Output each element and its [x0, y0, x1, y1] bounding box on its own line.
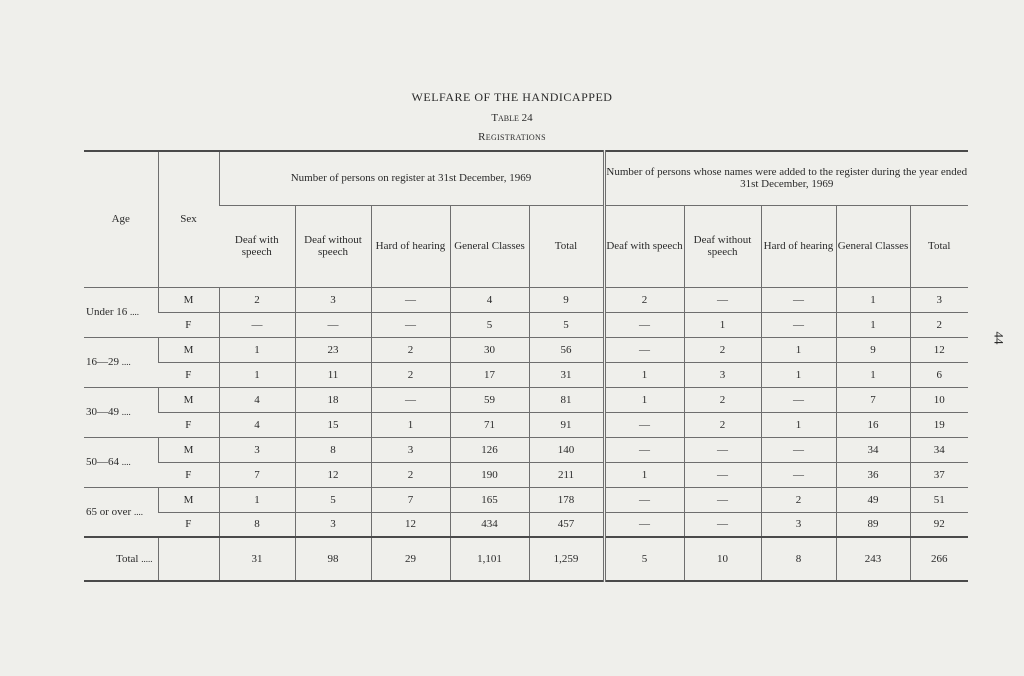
value-cell: 81 — [529, 387, 604, 412]
value-cell: 17 — [450, 362, 529, 387]
value-cell: 91 — [529, 412, 604, 437]
table-row — [84, 487, 968, 512]
subcol-header: Deaf with speech — [219, 205, 295, 287]
value-cell: — — [604, 312, 684, 337]
value-cell: 3 — [371, 437, 450, 462]
value-cell: 92 — [910, 512, 968, 537]
total-value-cell: 98 — [295, 537, 371, 581]
table-row — [84, 412, 968, 437]
age-group-cell — [84, 287, 158, 337]
value-cell: — — [684, 512, 761, 537]
value-cell: 1 — [604, 387, 684, 412]
table-body — [84, 287, 968, 581]
value-cell: 3 — [761, 512, 836, 537]
value-cell: 34 — [910, 437, 968, 462]
value-cell: 457 — [529, 512, 604, 537]
value-cell: — — [371, 287, 450, 312]
value-cell: 2 — [684, 337, 761, 362]
sex-cell: F — [158, 512, 219, 537]
subcol-header: Total — [910, 205, 968, 287]
value-cell: — — [604, 412, 684, 437]
value-cell: 2 — [371, 337, 450, 362]
sex-cell: M — [158, 287, 219, 312]
value-cell: 1 — [836, 287, 910, 312]
value-cell: 7 — [219, 462, 295, 487]
table-row — [84, 312, 968, 337]
age-group-cell — [84, 387, 158, 437]
sex-cell: M — [158, 337, 219, 362]
total-value-cell: 1,101 — [450, 537, 529, 581]
value-cell: 36 — [836, 462, 910, 487]
table-row — [84, 387, 968, 412]
value-cell: 434 — [450, 512, 529, 537]
value-cell: — — [684, 487, 761, 512]
value-cell: 9 — [529, 287, 604, 312]
sex-cell — [158, 537, 219, 581]
value-cell: 89 — [836, 512, 910, 537]
value-cell: 59 — [450, 387, 529, 412]
value-cell: 6 — [910, 362, 968, 387]
value-cell: — — [761, 312, 836, 337]
total-label: Total — [116, 553, 139, 565]
age-group-label: 65 or over — [86, 505, 132, 518]
table-row — [84, 287, 968, 312]
value-cell: — — [219, 312, 295, 337]
value-cell: 1 — [219, 487, 295, 512]
value-cell: 12 — [295, 462, 371, 487]
value-cell: — — [761, 437, 836, 462]
value-cell: 4 — [450, 287, 529, 312]
subcol-header: Deaf without speech — [684, 205, 761, 287]
value-cell: 71 — [450, 412, 529, 437]
sex-cell: F — [158, 312, 219, 337]
value-cell: 1 — [219, 362, 295, 387]
value-cell: — — [371, 312, 450, 337]
value-cell: 30 — [450, 337, 529, 362]
page-title: WELFARE OF THE HANDICAPPED — [411, 90, 613, 104]
total-value-cell: 5 — [604, 537, 684, 581]
value-cell: 3 — [684, 362, 761, 387]
value-cell: 15 — [295, 412, 371, 437]
total-value-cell: 8 — [761, 537, 836, 581]
value-cell: — — [295, 312, 371, 337]
age-group-label: 50—64 — [86, 456, 119, 468]
value-cell: 211 — [529, 462, 604, 487]
value-cell: 140 — [529, 437, 604, 462]
total-value-cell: 1,259 — [529, 537, 604, 581]
value-cell: 51 — [910, 487, 968, 512]
age-group-cell — [84, 337, 158, 387]
leader-dots: .... — [121, 357, 131, 367]
value-cell: 23 — [295, 337, 371, 362]
value-cell: — — [604, 337, 684, 362]
table-row — [84, 512, 968, 537]
value-cell: 2 — [371, 462, 450, 487]
sex-header: Sex — [158, 151, 219, 287]
value-cell: 1 — [761, 412, 836, 437]
value-cell: 31 — [529, 362, 604, 387]
value-cell: 2 — [604, 287, 684, 312]
value-cell: 11 — [295, 362, 371, 387]
value-cell: 7 — [836, 387, 910, 412]
table-row — [84, 462, 968, 487]
age-group-cell — [84, 437, 158, 487]
value-cell: 5 — [295, 487, 371, 512]
table-row — [84, 337, 968, 362]
age-group-label: 16—29 — [86, 356, 119, 368]
value-cell: 3 — [219, 437, 295, 462]
registrations-table — [84, 150, 968, 582]
page-number: 44 — [991, 331, 1007, 345]
value-cell: 1 — [219, 337, 295, 362]
subcol-header: General Classes — [836, 205, 910, 287]
table-label: Table 24 — [491, 112, 533, 124]
value-cell: 5 — [529, 312, 604, 337]
age-group-label: 30—49 — [86, 406, 119, 418]
value-cell: 1 — [761, 337, 836, 362]
value-cell: 4 — [219, 412, 295, 437]
value-cell: — — [604, 512, 684, 537]
value-cell: 49 — [836, 487, 910, 512]
value-cell: 12 — [371, 512, 450, 537]
sex-cell: F — [158, 412, 219, 437]
value-cell: 2 — [684, 412, 761, 437]
leader-dots: ..... — [141, 554, 153, 564]
value-cell: 8 — [295, 437, 371, 462]
value-cell: 2 — [761, 487, 836, 512]
age-header: Age — [84, 151, 158, 287]
value-cell: 10 — [910, 387, 968, 412]
value-cell: — — [761, 462, 836, 487]
value-cell: 34 — [836, 437, 910, 462]
leader-dots: .... — [133, 506, 143, 517]
subcol-header: Hard of hearing — [761, 205, 836, 287]
value-cell: 1 — [684, 312, 761, 337]
total-value-cell: 29 — [371, 537, 450, 581]
age-group-cell — [84, 487, 158, 537]
value-cell: 9 — [836, 337, 910, 362]
value-cell: 3 — [910, 287, 968, 312]
total-value-cell: 10 — [684, 537, 761, 581]
value-cell: 2 — [910, 312, 968, 337]
subcol-header: Total — [529, 205, 604, 287]
value-cell: 16 — [836, 412, 910, 437]
table-row — [84, 437, 968, 462]
value-cell: 1 — [371, 412, 450, 437]
value-cell: 12 — [910, 337, 968, 362]
subcol-header: General Classes — [450, 205, 529, 287]
value-cell: — — [684, 462, 761, 487]
total-value-cell: 243 — [836, 537, 910, 581]
value-cell: 1 — [836, 312, 910, 337]
value-cell: 1 — [604, 362, 684, 387]
value-cell: 8 — [219, 512, 295, 537]
value-cell: 3 — [295, 287, 371, 312]
table-row — [84, 362, 968, 387]
leader-dots: .... — [130, 307, 139, 317]
sex-cell: F — [158, 462, 219, 487]
value-cell: 2 — [371, 362, 450, 387]
subcol-header: Hard of hearing — [371, 205, 450, 287]
value-cell: 1 — [836, 362, 910, 387]
leader-dots: .... — [121, 457, 131, 467]
value-cell: — — [684, 437, 761, 462]
value-cell: 37 — [910, 462, 968, 487]
sex-cell: M — [158, 387, 219, 412]
value-cell: 2 — [684, 387, 761, 412]
sex-cell: F — [158, 362, 219, 387]
value-cell: 126 — [450, 437, 529, 462]
added-during-year-group-header: Number of persons whose names were added to the register during the year ended 31st December, 1969 — [604, 151, 968, 205]
value-cell: 178 — [529, 487, 604, 512]
value-cell: 4 — [219, 387, 295, 412]
value-cell: 56 — [529, 337, 604, 362]
total-row — [84, 537, 968, 581]
sex-cell: M — [158, 437, 219, 462]
value-cell: — — [604, 437, 684, 462]
total-label-cell — [84, 537, 158, 581]
on-register-group-header: Number of persons on register at 31st December, 1969 — [219, 151, 604, 205]
value-cell: 18 — [295, 387, 371, 412]
value-cell: 165 — [450, 487, 529, 512]
subcol-header: Deaf with speech — [604, 205, 684, 287]
value-cell: 2 — [219, 287, 295, 312]
value-cell: 7 — [371, 487, 450, 512]
value-cell: 190 — [450, 462, 529, 487]
value-cell: 1 — [761, 362, 836, 387]
value-cell: — — [684, 287, 761, 312]
age-group-label: Under 16 — [86, 306, 128, 318]
value-cell: 19 — [910, 412, 968, 437]
value-cell: 5 — [450, 312, 529, 337]
total-value-cell: 266 — [910, 537, 968, 581]
value-cell: 3 — [295, 512, 371, 537]
leader-dots: .... — [121, 407, 131, 417]
total-value-cell: 31 — [219, 537, 295, 581]
value-cell: 1 — [604, 462, 684, 487]
value-cell: — — [761, 287, 836, 312]
value-cell: — — [604, 487, 684, 512]
subcol-header: Deaf without speech — [295, 205, 371, 287]
value-cell: — — [761, 387, 836, 412]
value-cell: — — [371, 387, 450, 412]
sex-cell: M — [158, 487, 219, 512]
table-subtitle: Registrations — [478, 131, 546, 143]
